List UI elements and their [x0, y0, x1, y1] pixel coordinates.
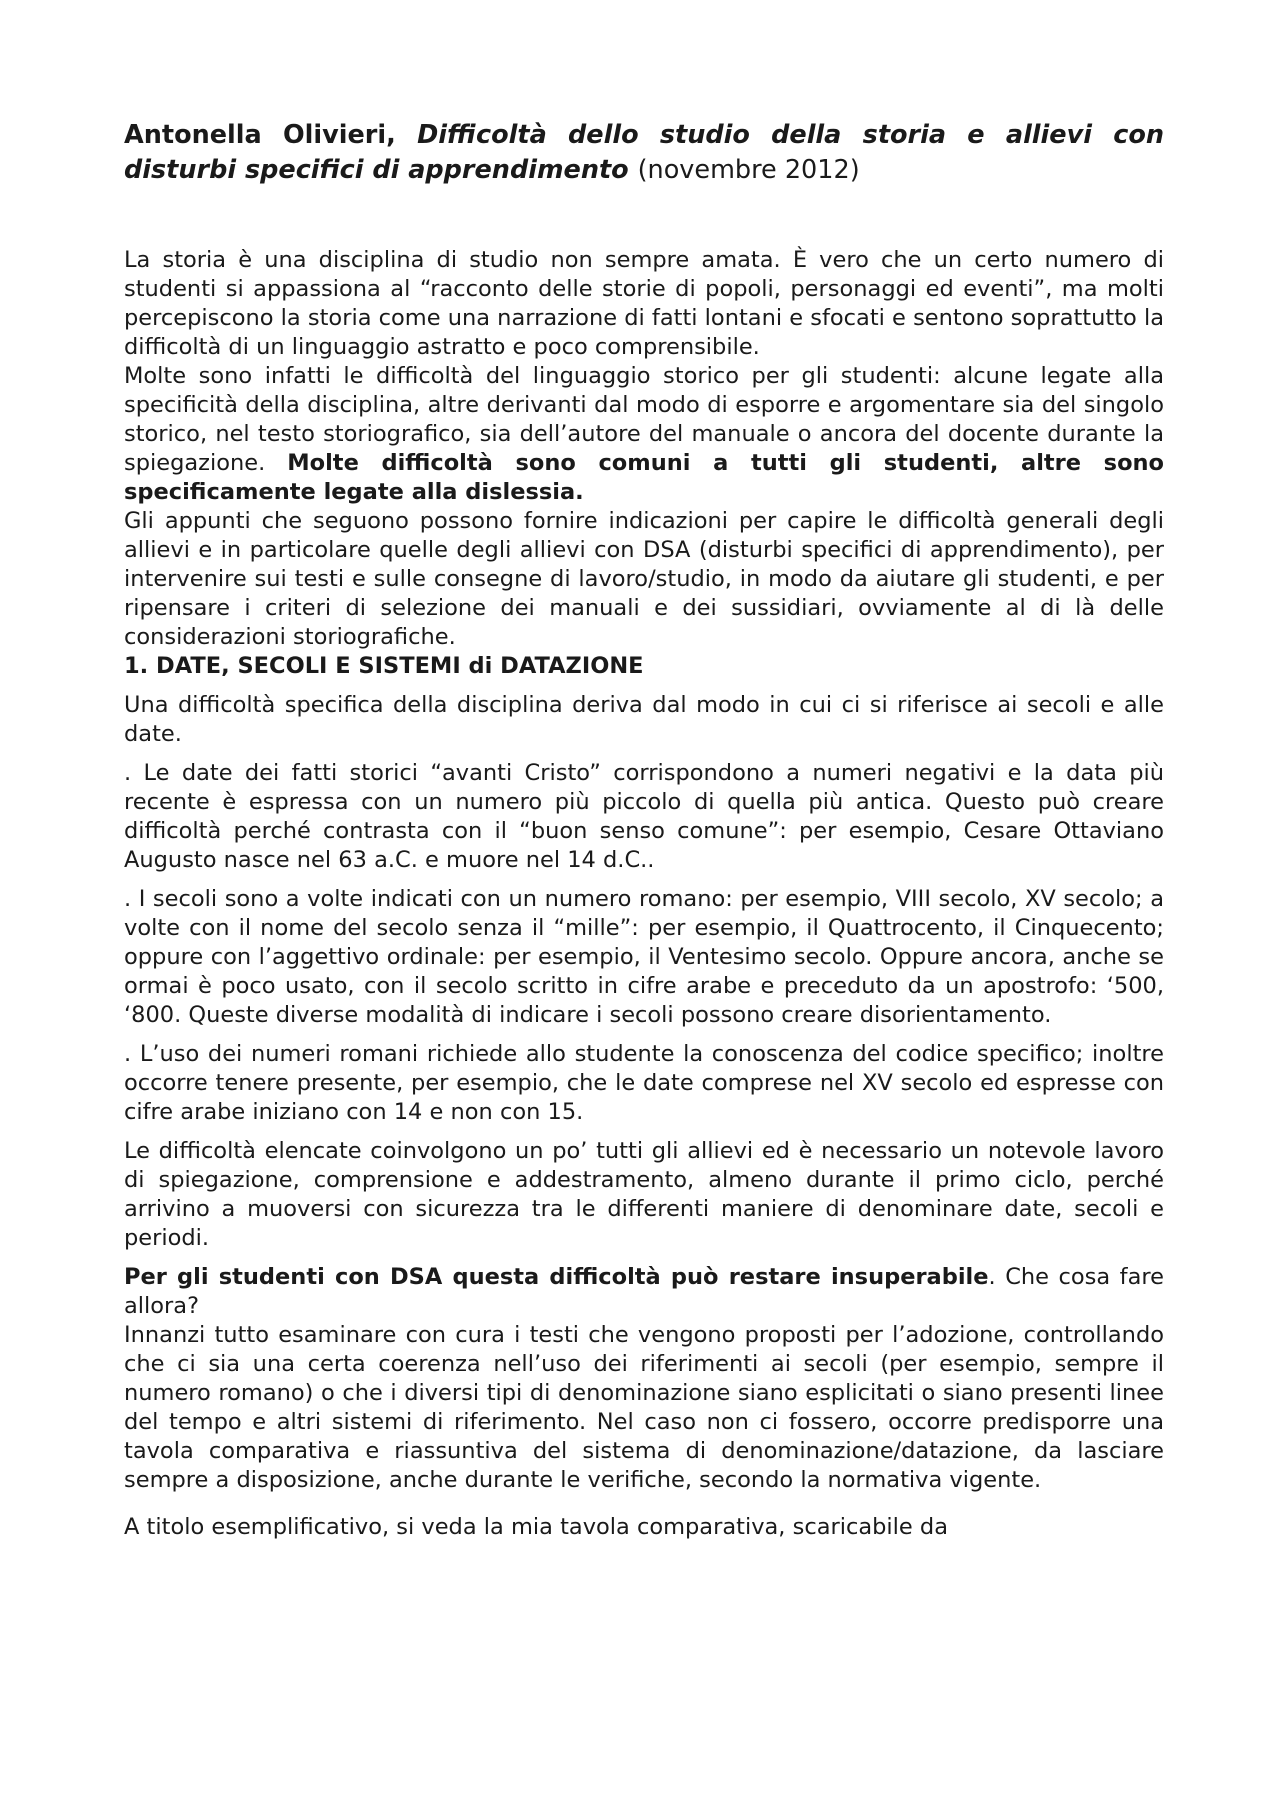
intro-paragraph-2-text: Molte sono infatti le difficoltà del linguaggio storico per gli studenti: alcune legate alla specificità della disciplina, altre derivanti dal modo di esporre e argomentare sia del singolo storico, nel testo storiografico, sia dell’autore del manuale o ancora del docente durante la spiegazione.: [124, 363, 1164, 476]
section-1-paragraph-5: Le difficoltà elencate coinvolgono un po’ tutti gli allievi ed è necessario un notevole lavoro di spiegazione, comprensione e addestramento, almeno durante il primo ciclo, perché arrivino a muoversi con sicurezza tra le differenti maniere di denominare date, secoli e periodi.: [124, 1138, 1164, 1251]
section-1-paragraph-3: . I secoli sono a volte indicati con un numero romano: per esempio, VIII secolo, XV secolo; a volte con il nome del secolo senza il “mille”: per esempio, il Quattrocento, il Cinquecento; oppure con l’aggettivo ordinale: per esempio, il Ventesimo secolo. Oppure ancora, anche se ormai è poco usato, con il secolo scritto in cifre arabe e preceduto da un apostrofo: ‘500, ‘800. Queste diverse modalità di indicare i secoli possono creare disorientamento.: [124, 886, 1164, 1028]
section-1-paragraph-1: Una difficoltà specifica della disciplina deriva dal modo in cui ci si riferisce ai secoli e alle date.: [124, 692, 1164, 747]
section-1-heading: 1. DATE, SECOLI E SISTEMI di DATAZIONE: [124, 653, 644, 679]
title-date: (novembre 2012): [637, 155, 860, 185]
section-1-paragraph-2: . Le date dei fatti storici “avanti Cristo” corrispondono a numeri negativi e la data più recente è espressa con un numero più piccolo di quella più antica. Questo può creare difficoltà perché contrasta con il “buon senso comune”: per esempio, Cesare Ottaviano Augusto nasce nel 63 a.C. e muore nel 14 d.C..: [124, 760, 1164, 873]
section-1-paragraph-6-text: . Che cosa fare allora?: [124, 1264, 1164, 1319]
document-page: [124, 118, 1164, 1542]
document-title: [124, 118, 1164, 188]
intro-paragraph-2: [124, 362, 1164, 507]
intro-paragraph-2-bold: Molte difficoltà sono comuni a tutti gli studenti, altre sono specificamente legate alla dislessia.: [124, 450, 1165, 505]
section-1-paragraph-8: A titolo esemplificativo, si veda la mia tavola comparativa, scaricabile da: [124, 1514, 948, 1540]
intro-paragraph-1: La storia è una disciplina di studio non sempre amata. È vero che un certo numero di studenti si appassiona al “racconto delle storie di popoli, personaggi ed eventi”, ma molti percepiscono la storia come una narrazione di fatti lontani e sfocati e sentono soprattutto la difficoltà di un linguaggio astratto e poco comprensibile.: [124, 247, 1164, 360]
section-1-paragraph-6: [124, 1263, 1164, 1321]
section-1-paragraph-6-bold: Per gli studenti con DSA questa difficoltà può restare insuperabile: [124, 1264, 989, 1290]
section-1-paragraph-7: Innanzi tutto esaminare con cura i testi che vengono proposti per l’adozione, controllando che ci sia una certa coerenza nell’uso dei riferimenti ai secoli (per esempio, sempre il numero romano) o che i diversi tipi di denominazione siano esplicitati o siano presenti linee del tempo e altri sistemi di riferimento. Nel caso non ci fossero, occorre predisporre una tavola comparativa e riassuntiva del sistema di denominazione/datazione, da lasciare sempre a disposizione, anche durante le verifiche, secondo la normativa vigente.: [124, 1322, 1164, 1493]
title-work: Difficoltà dello studio della storia e allievi con disturbi specifici di apprendimento: [124, 120, 1164, 185]
intro-paragraph-3: Gli appunti che seguono possono fornire indicazioni per capire le difficoltà generali degli allievi e in particolare quelle degli allievi con DSA (disturbi specifici di apprendimento), per intervenire sui testi e sulle consegne di lavoro/studio, in modo da aiutare gli studenti, e per ripensare i criteri di selezione dei manuali e dei sussidiari, ovviamente al di là delle considerazioni storiografiche.: [124, 508, 1164, 650]
section-1-paragraph-4: . L’uso dei numeri romani richiede allo studente la conoscenza del codice specifico; inoltre occorre tenere presente, per esempio, che le date comprese nel XV secolo ed espresse con cifre arabe iniziano con 14 e non con 15.: [124, 1041, 1164, 1125]
title-author: Antonella Olivieri,: [124, 120, 396, 150]
